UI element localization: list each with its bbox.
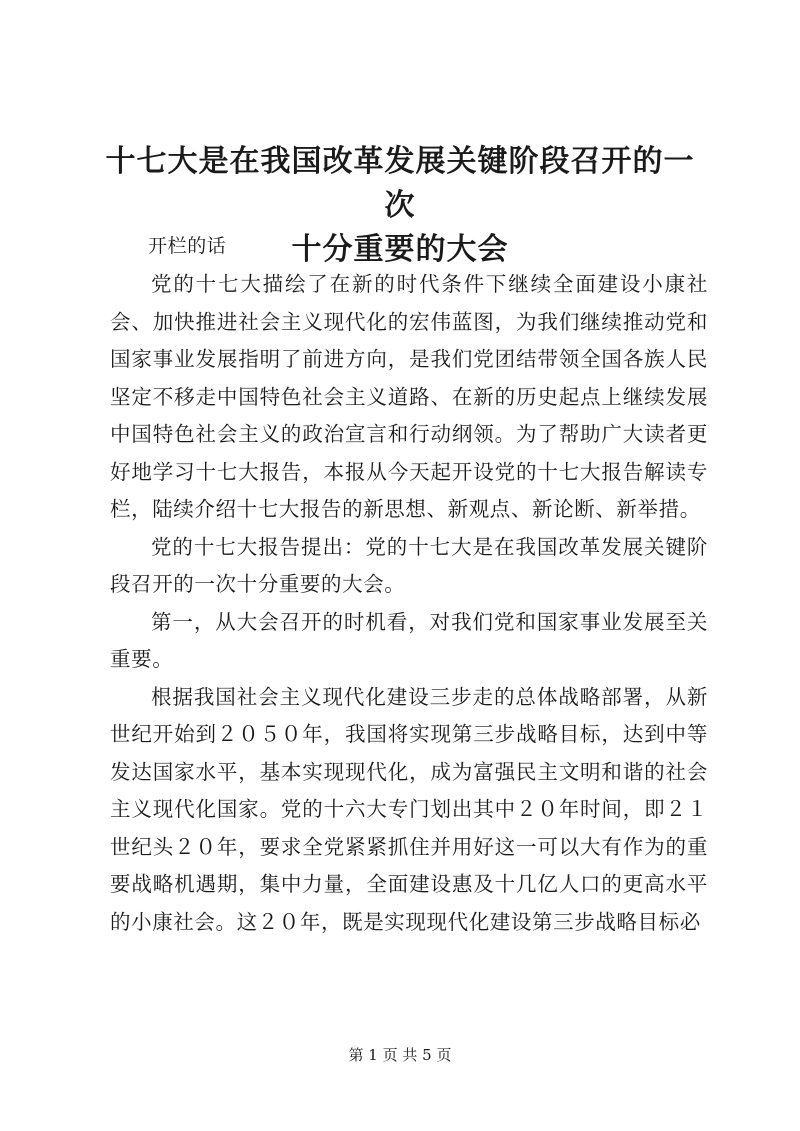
paragraph: 党的十七大报告提出：党的十七大是在我国改革发展关键阶段召开的一次十分重要的大会。 [110,534,708,596]
paragraph: 根据我国社会主义现代化建设三步走的总体战略部署，从新世纪开始到２０５０年，我国将实现第三步战略目标，达到中等发达国家水平，基本实现现代化，成为富强民主文明和谐的社会主义现代化国家。党的十六大专门划出其中２０年时间，即２１世纪头２０年，要求全党紧紧抓住并用好这一可以大有作为的重要战略机遇期，集中力量，全面建设惠及十几亿人口的更高水平的小康社会。这２０年，既是实现现代化建设第三步战略目标必 [110,684,708,934]
paragraph: 党的十七大描绘了在新的时代条件下继续全面建设小康社会、加快推进社会主义现代化的宏伟蓝图，为我们继续推动党和国家事业发展指明了前进方向，是我们党团结带领全国各族人民坚定不移走中国特色社会主义道路、在新的历史起点上继续发展中国特色社会主义的政治宣言和行动纲领。为了帮助广大读者更好地学习十七大报告，本报从今天起开设党的十七大报告解读专栏，陆续介绍十七大报告的新思想、新观点、新论断、新举措。 [110,272,708,521]
title-line-1: 十七大是在我国改革发展关键阶段召开的一次 [105,144,695,223]
page-footer: 第 1 页 共 5 页 [348,1046,452,1064]
paragraph: 第一，从大会召开的时机看，对我们党和国家事业发展至关重要。 [110,609,708,671]
title-line-2: 十分重要的大会 [291,232,509,267]
document-body [110,226,708,941]
column-intro-heading: 开栏的话 [148,235,227,257]
